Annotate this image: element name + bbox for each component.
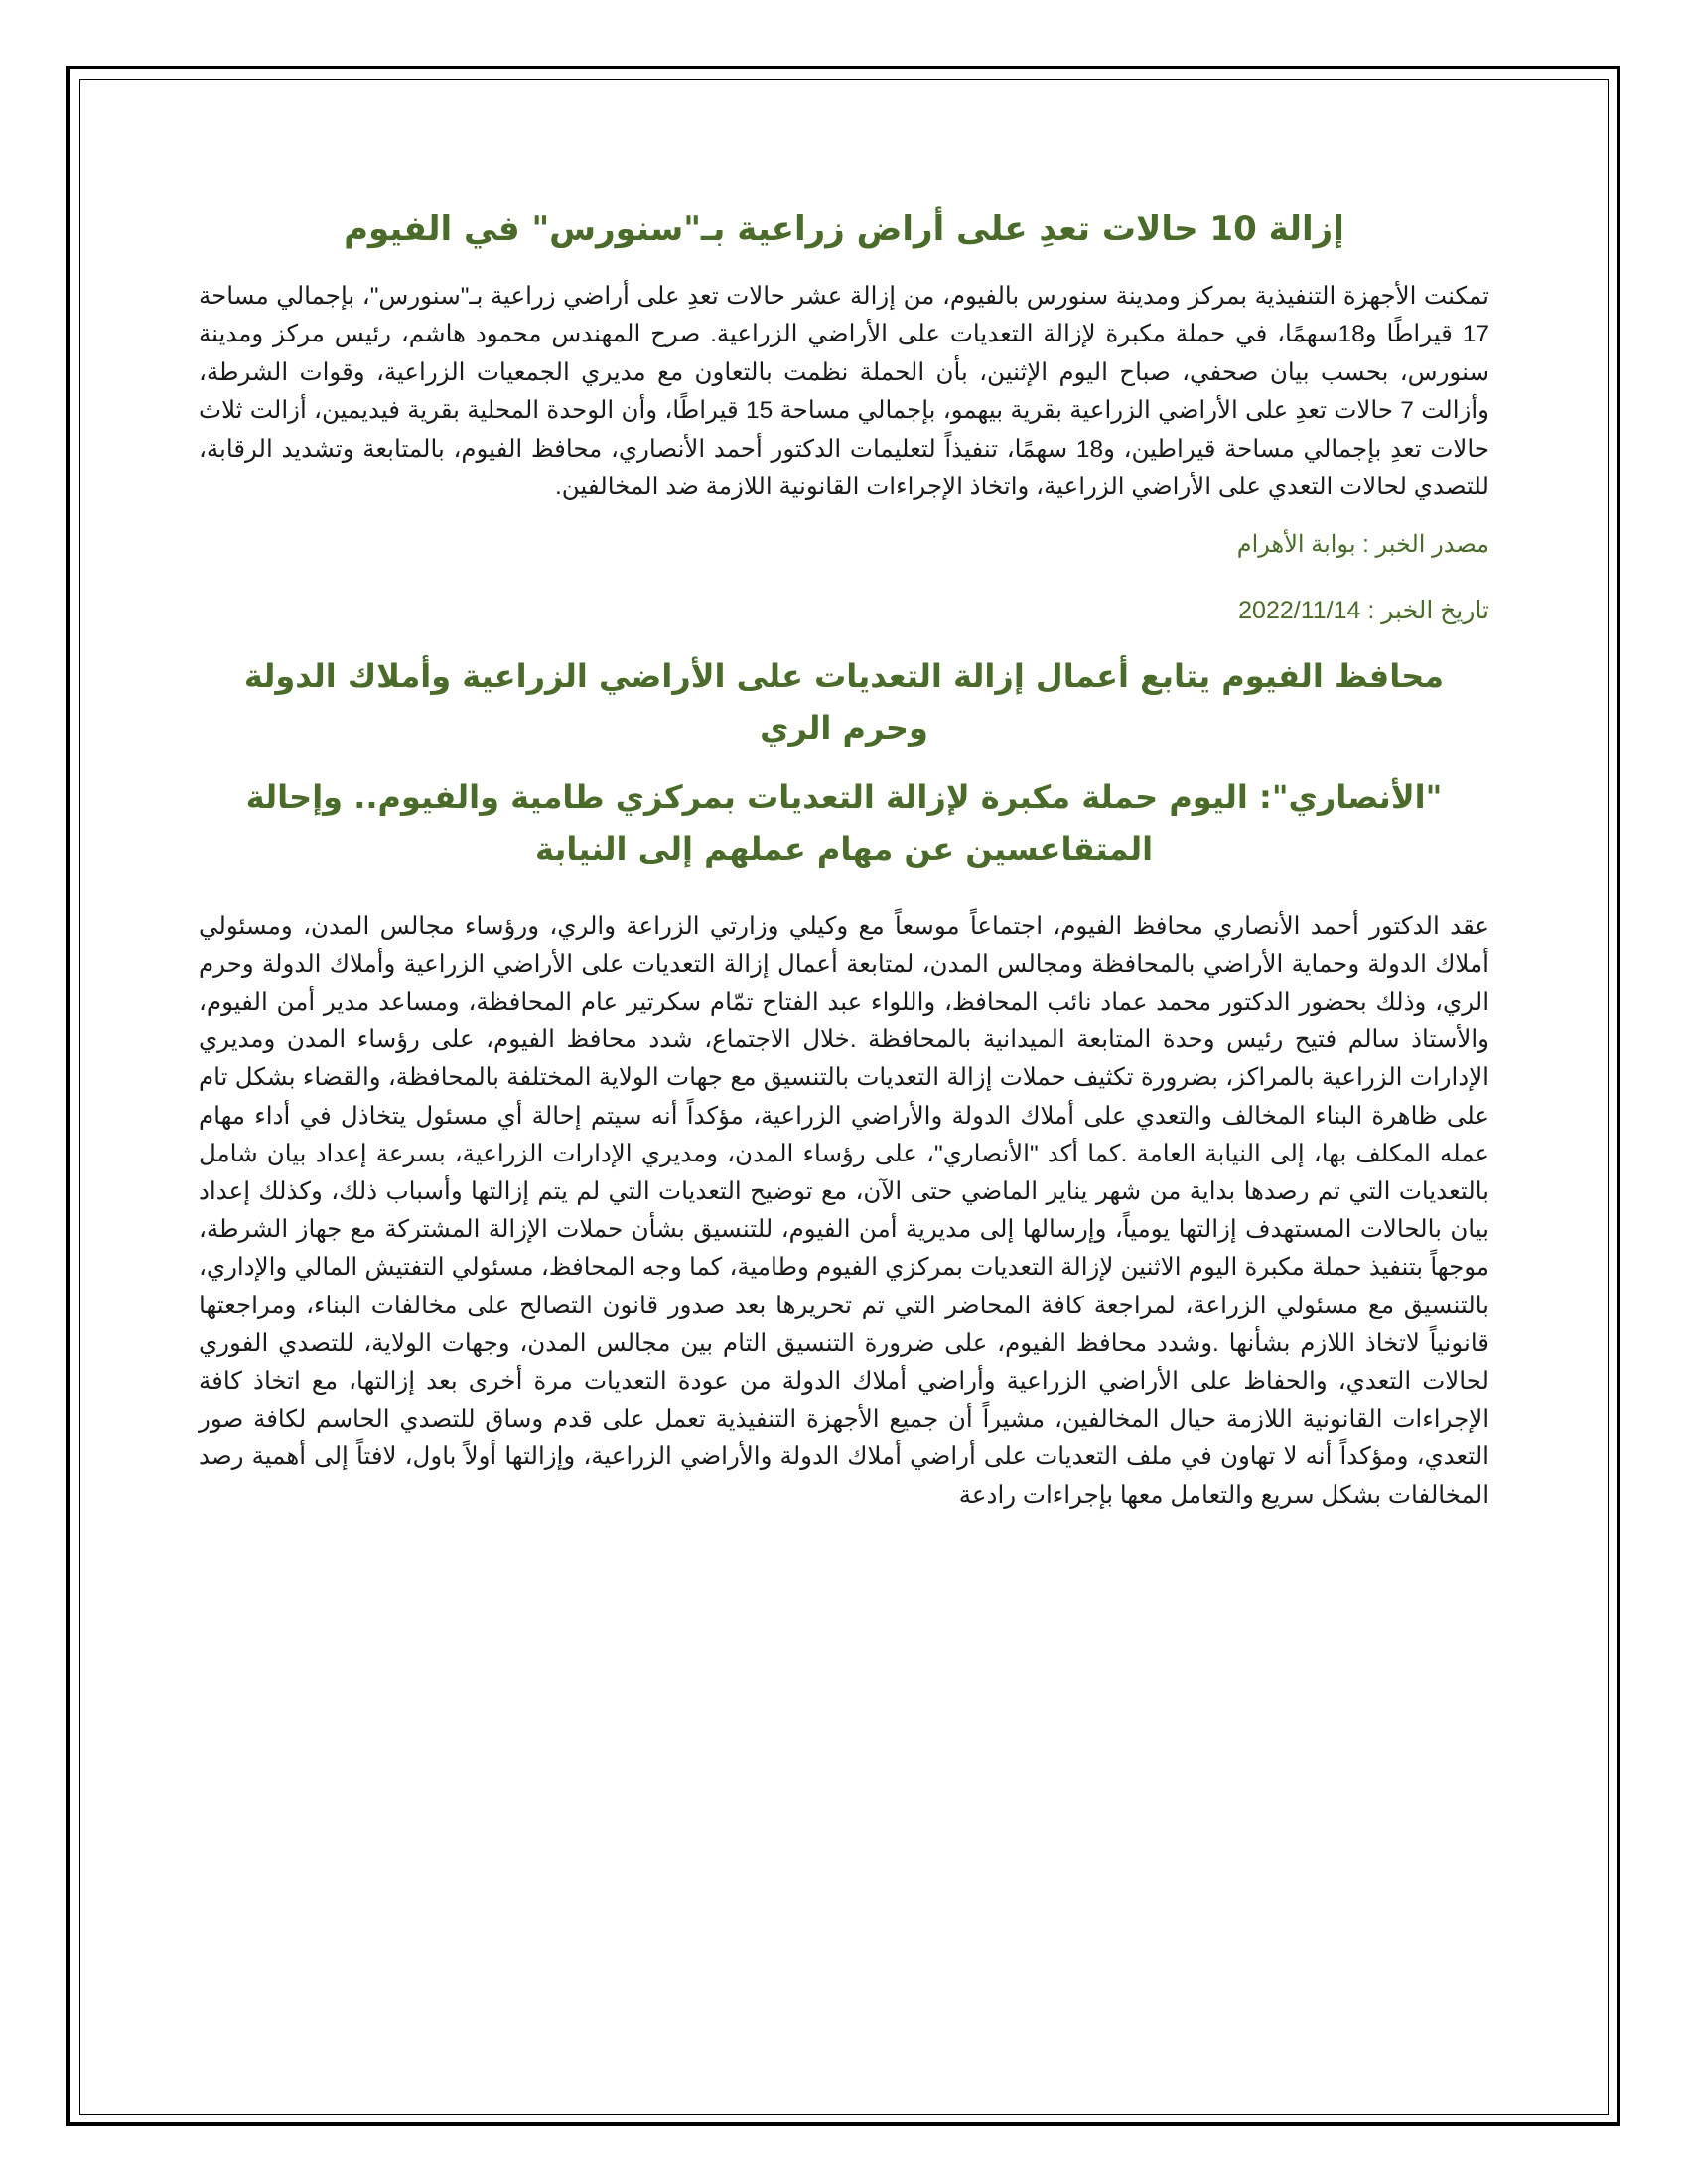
article2-subtitle: "الأنصاري": اليوم حملة مكبرة لإزالة التعديات بمركزي طامية والفيوم.. وإحالة المتقاعسين عن مهام عملهم إلى النيابة <box>245 777 1443 868</box>
article1-body: تمكنت الأجهزة التنفيذية بمركز ومدينة سنورس بالفيوم، من إزالة عشر حالات تعدِ على أراضي زراعية بـ"سنورس"، بإجمالي مساحة 17 قيراطًا و18سهمًا، في حملة مكبرة لإزالة التعديات على الأراضي الزراعية. صرح المهندس محمود هاشم، رئيس مركز ومدينة سنورس، بحسب بيان صحفي، صباح اليوم الإثنين، بأن الحملة نظمت بالتعاون مع مديري الجمعيات الزراعية، وقوات الشرطة، وأزالت 7 حالات تعدِ على الأراضي الزراعية بقرية بيهمو، بإجمالي مساحة 15 قيراطًا، وأن الوحدة المحلية بقرية فيديمين، أزالت ثلاث حالات تعدِ بإجمالي مساحة قيراطين، و18 سهمًا، تنفيذاً لتعليمات الدكتور أحمد الأنصاري، محافظ الفيوم، بالمتابعة وتشديد الرقابة، للتصدي لحالات التعدي على الأراضي الزراعية، واتخاذ الإجراءات القانونية اللازمة ضد المخالفين. <box>199 282 1490 501</box>
article2-title: محافظ الفيوم يتابع أعمال إزالة التعديات على الأراضي الزراعية وأملاك الدولة وحرم الري <box>243 656 1445 747</box>
article1-date: تاريخ الخبر : 2022/11/14 <box>1238 596 1489 624</box>
document-content <box>199 189 1489 1515</box>
article2-body: عقد الدكتور أحمد الأنصاري محافظ الفيوم، اجتماعاً موسعاً مع وكيلي وزارتي الزراعة والري، ورؤساء مجالس المدن، ومسئولي أملاك الدولة وحماية الأراضي بالمحافظة ومجالس المدن، لمتابعة أعمال إزالة التعديات على الأراضي الزراعية وأملاك الدولة وحرم الري، وذلك بحضور الدكتور محمد عماد نائب المحافظ، واللواء عبد الفتاح تمّام سكرتير عام المحافظة، ومساعد مدير أمن الفيوم، والأستاذ سالم فتيح رئيس وحدة المتابعة الميدانية بالمحافظة .خلال الاجتماع، شدد محافظ الفيوم، على رؤساء المدن ومديري الإدارات الزراعية بالمراكز، بضرورة تكثيف حملات إزالة التعديات بالتنسيق مع جهات الولاية المختلفة بالمحافظة، والقضاء بشكل تام على ظاهرة البناء المخالف والتعدي على أملاك الدولة والأراضي الزراعية، مؤكداً أنه سيتم إحالة أي مسئول يتخاذل في أداء مهام عمله المكلف بها، إلى النيابة العامة .كما أكد "الأنصاري"، على رؤساء المدن، ومديري الإدارات الزراعية، بسرعة إعداد بيان شامل بالتعديات التي تم رصدها بداية من شهر يناير الماضي حتى الآن، مع توضيح التعديات التي لم يتم إزالتها وأسباب ذلك، وكذلك إعداد بيان بالحالات المستهدف إزالتها يومياً، وإرسالها إلى مديرية أمن الفيوم، للتنسيق بشأن حملات الإزالة المشتركة مع جهاز الشرطة، موجهاً بتنفيذ حملة مكبرة اليوم الاثنين لإزالة التعديات بمركزي الفيوم وطامية، كما وجه المحافظ، مسئولي التفتيش المالي والإداري، بالتنسيق مع مسئولي الزراعة، لمراجعة كافة المحاضر التي تم تحريرها بعد صدور قانون التصالح على مخالفات البناء، ومراجعتها قانونياً لاتخاذ اللازم بشأنها .وشدد محافظ الفيوم، على ضرورة التنسيق التام بين مجالس المدن، وجهات الولاية، للتصدي الفوري لحالات التعدي، والحفاظ على الأراضي الزراعية وأراضي أملاك الدولة من عودة التعديات مرة أخرى بعد إزالتها، مع اتخاذ كافة الإجراءات القانونية اللازمة حيال المخالفين، مشيراً أن جميع الأجهزة التنفيذية تعمل على قدم وساق للتصدي الحاسم لكافة صور التعدي، ومؤكداً أنه لا تهاون في ملف التعديات على أراضي أملاك الدولة والأراضي الزراعية، وإزالتها أولاً باول، لافتاً إلى أهمية رصد المخالفات بشكل سريع والتعامل معها بإجراءات رادعة <box>199 912 1489 1509</box>
article1-title: إزالة 10 حالات تعدِ على أراض زراعية بـ"سنورس" في الفيوم <box>344 209 1344 249</box>
article1-source: مصدر الخبر : بوابة الأهرام <box>1236 530 1489 558</box>
